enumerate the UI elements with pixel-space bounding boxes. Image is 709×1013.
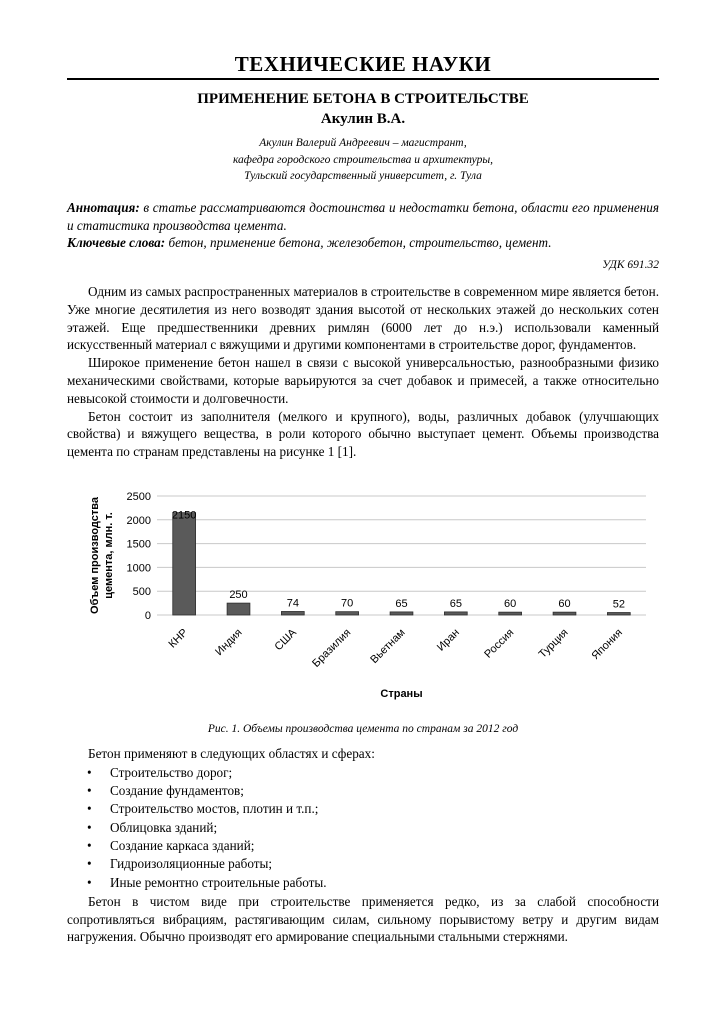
areas-list <box>67 764 659 892</box>
bar <box>607 613 630 615</box>
y-tick-label: 2000 <box>126 514 151 527</box>
data-label: 74 <box>286 597 299 610</box>
affiliation-line: кафедра городского строительства и архитектуры, <box>232 154 494 166</box>
list-item-text: Создание фундаментов; <box>110 783 244 799</box>
affiliation-line: Тульский государственный университет, г. Тула <box>244 170 482 182</box>
x-tick-label: Япония <box>589 626 625 663</box>
areas-section <box>67 745 659 946</box>
abstract-text: в статье рассматриваются достоинства и недостатки бетона, области его применения и статистика производства цемента. <box>67 200 659 233</box>
y-tick-label: 1500 <box>126 538 151 551</box>
list-item-text: Облицовка зданий; <box>110 819 218 835</box>
list-item <box>67 855 659 873</box>
data-label: 65 <box>449 597 462 610</box>
header-rule <box>67 78 659 80</box>
bullet-icon: • <box>87 837 92 853</box>
keywords-text: бетон, применение бетона, железобетон, строительство, цемент. <box>165 235 552 250</box>
data-label: 60 <box>558 598 571 611</box>
list-item <box>67 800 659 818</box>
bullet-icon: • <box>87 764 92 780</box>
list-item-text: Гидроизоляционные работы; <box>110 856 273 872</box>
y-axis-label: Объем производства <box>89 497 101 614</box>
bar <box>499 612 522 615</box>
udk-code: УДК 691.32 <box>602 259 659 271</box>
list-item-text: Создание каркаса зданий; <box>110 837 255 853</box>
x-tick-label: США <box>272 626 299 654</box>
data-label: 52 <box>612 598 625 611</box>
article-author: Акулин В.А. <box>320 111 406 127</box>
bullet-icon: • <box>87 819 92 835</box>
list-item <box>67 874 659 892</box>
abstract-label: Аннотация: <box>67 200 140 215</box>
x-tick-label: Бразилия <box>310 626 354 670</box>
list-item <box>67 764 659 782</box>
paragraph: Широкое применение бетон нашел в связи с высокой универсальностью, разнообразными физико механическими свойствами, которые варьируются за счет добавок и примесей, а также относительно невысокой стоимости и долговечности. <box>67 355 659 406</box>
list-item-text: Строительство мостов, плотин и т.п.; <box>110 801 319 817</box>
affiliation-line: Акулин Валерий Андреевич – магистрант, <box>259 137 467 149</box>
body-text <box>67 283 659 461</box>
section-heading: ТЕХНИЧЕСКИЕ НАУКИ <box>234 52 492 76</box>
bullet-icon: • <box>87 801 92 817</box>
paragraph: Одним из самых распространенных материалов в строительстве в современном мире является бетон. Уже многие десятилетия из него возводят здания высотой от нескольких этажей до нескольких сотен этажей. Еще предшественники древних римлян (6000 лет до н.э.) использовали каменный искусственный материал с вяжущими и другими компонентами в строительстве дорог, фундаментов. <box>67 284 659 353</box>
keywords-label: Ключевые слова: <box>67 235 166 250</box>
bar <box>390 612 413 615</box>
bar <box>281 611 304 615</box>
x-tick-label: Россия <box>482 626 517 661</box>
cement-production-chart <box>80 480 660 710</box>
areas-intro: Бетон применяют в следующих областях и сферах: <box>88 746 375 761</box>
x-tick-label: КНР <box>166 626 191 651</box>
y-tick-label: 500 <box>132 586 151 599</box>
figure-caption: Рис. 1. Объемы производства цемента по странам за 2012 год <box>207 723 519 735</box>
data-label: 2150 <box>171 509 197 522</box>
paragraph: Бетон в чистом виде при строительстве применяется редко, из за слабой способности сопротивляться вибрациям, растягивающим силам, сильному порывистому ветру и другим видам нагружения. Обычно производят его армирование специальными стальными стержнями. <box>67 893 659 945</box>
paragraph: Бетон состоит из заполнителя (мелкого и крупного), воды, различных добавок (улучшающих свойства) и вяжущего вещества, в роли которого обычно выступает цемент. Объемы производства цемента по странам представлены на рисунке 1 [1]. <box>67 408 659 460</box>
y-tick-label: 2500 <box>126 491 151 503</box>
list-item-text: Строительство дорог; <box>110 764 233 780</box>
bullet-icon: • <box>87 856 92 872</box>
bullet-icon: • <box>87 783 92 799</box>
bar <box>336 612 359 615</box>
bullet-icon: • <box>87 874 92 890</box>
y-tick-label: 1000 <box>126 562 151 575</box>
x-tick-label: Турция <box>536 626 571 661</box>
abstract <box>67 199 659 235</box>
bar <box>227 603 250 615</box>
keywords <box>67 234 659 252</box>
list-item <box>67 782 659 800</box>
article-title: ПРИМЕНЕНИЕ БЕТОНА В СТРОИТЕЛЬСТВЕ <box>197 91 529 107</box>
data-label: 250 <box>229 589 248 602</box>
bar <box>553 612 576 615</box>
x-tick-label: Вьетнам <box>368 626 408 666</box>
data-label: 60 <box>504 598 517 611</box>
x-axis-label: Страны <box>380 688 423 700</box>
list-item-text: Иные ремонтно строительные работы. <box>110 874 327 890</box>
list-item <box>67 819 659 837</box>
bar <box>173 513 196 615</box>
data-label: 70 <box>341 597 354 610</box>
x-tick-label: Индия <box>213 626 245 659</box>
bar <box>444 612 467 615</box>
list-item <box>67 837 659 855</box>
x-tick-label: Иран <box>434 626 462 654</box>
y-tick-label: 0 <box>144 610 151 622</box>
data-label: 65 <box>395 597 408 610</box>
y-axis-label: цемента, млн. т. <box>103 512 115 599</box>
